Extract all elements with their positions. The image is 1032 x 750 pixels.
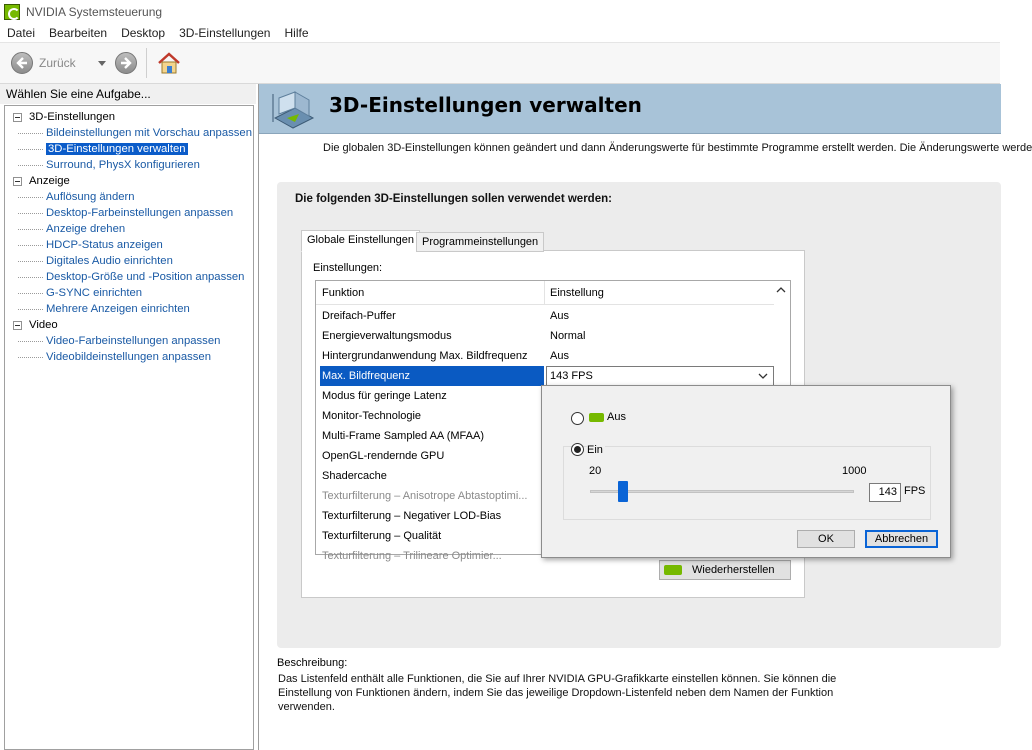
slider-max-label: 1000 <box>842 465 867 477</box>
tree-category-3d[interactable] <box>5 109 253 125</box>
back-arrow-icon <box>11 52 33 74</box>
fps-input[interactable]: 143 <box>869 483 901 502</box>
column-header-einstellung[interactable]: Einstellung <box>550 287 604 299</box>
collapse-icon[interactable] <box>13 113 22 122</box>
menu-hilfe[interactable]: Hilfe <box>284 25 309 40</box>
ok-button[interactable]: OK <box>797 530 855 548</box>
back-button[interactable] <box>11 52 76 74</box>
collapse-icon[interactable] <box>13 321 22 330</box>
function-name: Multi-Frame Sampled AA (MFAA) <box>322 430 484 442</box>
table-row-selected[interactable] <box>320 366 774 386</box>
fps-unit-label: FPS <box>904 485 926 497</box>
forward-arrow-icon[interactable] <box>115 52 137 74</box>
menu-bearbeiten[interactable]: Bearbeiten <box>49 25 108 40</box>
function-name: Hintergrundanwendung Max. Bildfrequenz <box>322 350 528 362</box>
tree-item-desktop-groesse[interactable]: Desktop-Größe und -Position anpassen <box>5 269 253 285</box>
tree-item-desktop-farbe[interactable]: Desktop-Farbeinstellungen anpassen <box>5 205 253 221</box>
tree-category-label: 3D-Einstellungen <box>29 111 116 123</box>
function-name: Texturfilterung – Qualität <box>322 530 442 542</box>
page-banner <box>259 84 1001 134</box>
table-row[interactable] <box>320 326 774 346</box>
history-dropdown-icon[interactable] <box>98 61 106 66</box>
tree-category-label: Video <box>29 319 58 331</box>
restore-label: Wiederherstellen <box>692 564 775 576</box>
menu-bar <box>0 23 1000 43</box>
tree-item-3d-einstellungen-verwalten[interactable] <box>5 141 253 157</box>
function-name: Shadercache <box>322 470 387 482</box>
framerate-slider-track[interactable] <box>590 490 854 493</box>
panel-heading: Die folgenden 3D-Einstellungen sollen verwendet werden: <box>295 193 612 205</box>
restore-button[interactable] <box>659 560 791 580</box>
framerate-slider-thumb[interactable] <box>618 481 628 502</box>
function-name: Texturfilterung – Anisotrope Abtastoptimi... <box>322 490 528 502</box>
description-text: Das Listenfeld enthält alle Funktionen, die Sie auf Ihrer NVIDIA GPU-Grafikkarte einstellen können. Sie können die Einstellung von Funktionen ändern, indem Sie das jeweilige Dropdown-Listenfeld neben dem Namen der Funktion verwenden. <box>278 673 837 713</box>
menu-3d-einstellungen[interactable]: 3D-Einstellungen <box>179 25 271 40</box>
tree-item-surround-physx[interactable]: Surround, PhysX konfigurieren <box>5 157 253 173</box>
max-framerate-popup <box>541 385 951 558</box>
tree-category-label: Anzeige <box>29 175 70 187</box>
toolbar <box>0 43 1000 84</box>
table-row[interactable] <box>320 306 774 326</box>
tree-item-hdcp[interactable]: HDCP-Status anzeigen <box>5 237 253 253</box>
window-title: NVIDIA Systemsteuerung <box>26 4 163 19</box>
radio-ein[interactable] <box>571 443 584 456</box>
home-icon[interactable] <box>156 50 182 76</box>
task-tree <box>4 105 254 750</box>
intro-text: Die globalen 3D-Einstellungen können geändert und dann Änderungswerte für bestimmte Programme erstellt werden. Die Änderungswerte werde <box>323 142 1032 154</box>
setting-value: Aus <box>550 310 569 322</box>
scroll-up-icon[interactable] <box>776 285 786 295</box>
nvidia-logo-icon <box>664 565 682 575</box>
tree-item-digitales-audio[interactable]: Digitales Audio einrichten <box>5 253 253 269</box>
menu-desktop[interactable]: Desktop <box>121 25 166 40</box>
function-name: Monitor-Technologie <box>322 410 422 422</box>
nvidia-logo-icon <box>589 413 604 422</box>
tree-category-anzeige[interactable] <box>5 173 253 189</box>
function-name: OpenGL-rendernde GPU <box>322 450 445 462</box>
tree-category-video[interactable] <box>5 317 253 333</box>
page-title: 3D-Einstellungen verwalten <box>329 93 642 117</box>
column-divider[interactable] <box>544 281 545 305</box>
description-label: Beschreibung: <box>277 657 348 669</box>
title-bar <box>0 0 1000 23</box>
function-name: Energieverwaltungsmodus <box>322 330 452 342</box>
task-panel-header: Wählen Sie eine Aufgabe... <box>0 84 256 104</box>
table-row[interactable] <box>320 346 774 366</box>
setting-value: Normal <box>550 330 586 342</box>
list-header <box>316 281 774 305</box>
column-header-funktion[interactable]: Funktion <box>322 287 365 299</box>
3d-cube-icon <box>269 88 317 132</box>
back-label: Zurück <box>39 56 76 70</box>
settings-label: Einstellungen: <box>313 262 383 274</box>
function-name: Texturfilterung – Negativer LOD-Bias <box>322 510 502 522</box>
chevron-down-icon[interactable] <box>758 371 768 381</box>
tree-item-mehrere-anzeigen[interactable]: Mehrere Anzeigen einrichten <box>5 301 253 317</box>
menu-datei[interactable]: Datei <box>7 25 36 40</box>
tree-item-video-farbe[interactable]: Video-Farbeinstellungen anpassen <box>5 333 253 349</box>
tree-item-label-selected: 3D-Einstellungen verwalten <box>48 143 186 155</box>
nvidia-app-icon <box>4 4 20 20</box>
tree-item-bildeinstellungen[interactable]: Bildeinstellungen mit Vorschau anpassen <box>5 125 253 141</box>
cancel-button[interactable]: Abbrechen <box>865 530 938 548</box>
radio-aus[interactable] <box>571 412 584 425</box>
tree-item-gsync[interactable]: G-SYNC einrichten <box>5 285 253 301</box>
function-name: Dreifach-Puffer <box>322 310 396 322</box>
toolbar-separator <box>146 48 147 78</box>
tree-item-aufloesung[interactable]: Auflösung ändern <box>5 189 253 205</box>
tree-item-videobild[interactable]: Videobildeinstellungen anpassen <box>5 349 253 365</box>
function-name: Max. Bildfrequenz <box>322 370 411 382</box>
tab-globale-einstellungen[interactable]: Globale Einstellungen <box>301 230 420 252</box>
function-name: Modus für geringe Latenz <box>322 390 447 402</box>
radio-ein-label[interactable]: Ein <box>587 444 603 456</box>
tab-programmeinstellungen[interactable]: Programmeinstellungen <box>416 232 544 252</box>
setting-value: Aus <box>550 350 569 362</box>
radio-aus-label[interactable]: Aus <box>607 411 626 423</box>
function-name: Texturfilterung – Trilineare Optimier... <box>322 550 502 562</box>
tree-item-anzeige-drehen[interactable]: Anzeige drehen <box>5 221 253 237</box>
collapse-icon[interactable] <box>13 177 22 186</box>
slider-min-label: 20 <box>589 465 602 477</box>
setting-value: 143 FPS <box>550 370 593 382</box>
